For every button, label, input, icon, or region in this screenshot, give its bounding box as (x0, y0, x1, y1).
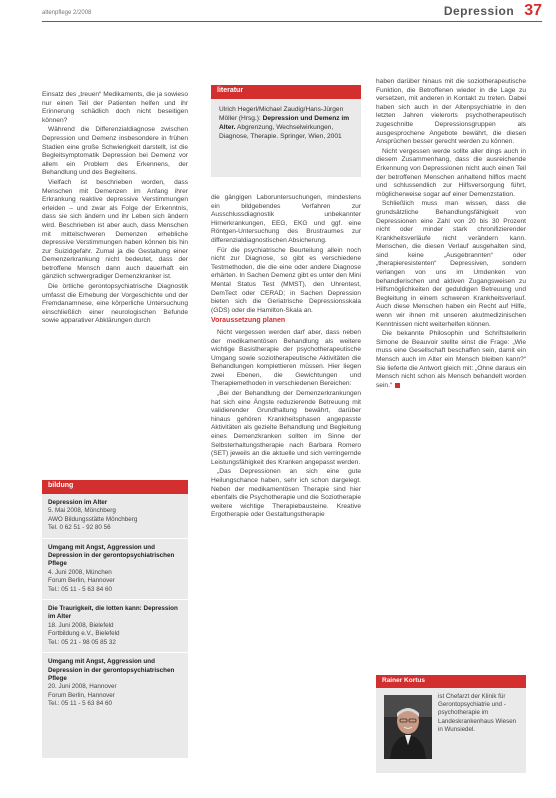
event-date: 5. Mai 2008, Mönchberg (48, 507, 116, 515)
event-date: 4. Juni 2008, München (48, 568, 112, 576)
paragraph: „Das Depressionen an sich eine gute Heilungschance haben, sehr ich schon dargelegt. Neben der medikamentösen Therapie sind hier ebenfalls die Psychotherapie und die Soziotherapie weitere wichtige Therapiebausteine. Kreative Ergotherapie oder Gestaltungstherapie (211, 468, 361, 519)
paragraph: Einsatz des „treuen“ Medikaments, die ja sowieso nur einen Teil der Patienten helfen und ihr Erinnerung schädlich doch nicht beseitigen können? (42, 91, 188, 124)
education-box (42, 480, 188, 758)
event-organizer: Forum Berlin, Hannover (48, 691, 115, 699)
text-column-2 (211, 194, 361, 521)
issue-label: altenpflege 2/2008 (42, 10, 92, 16)
education-heading: bildung (42, 480, 188, 494)
event-phone: Tel.: 05 21 - 98 05 85 32 (48, 638, 116, 646)
closing-paragraph-text: Die bekannte Philosophin und Schriftstellerin Simone de Beauvoir stellte einst die Frage: „Wie muss eine Gesellschaft beschaffen sein, damit ein Mensch auch im Alter ein Mensch bleiben kann?“ Sie lieferte die Antwort gleich mit: „Ohne daraus ein Mensch nicht schon als Mensch behandelt worden sein.“ (376, 330, 526, 389)
paragraph (376, 330, 526, 390)
event-organizer: Forum Berlin, Hannover (48, 577, 115, 585)
text-column-3 (376, 78, 526, 391)
event-title: Depression im Alter (48, 499, 108, 506)
education-entry (42, 494, 188, 539)
event-organizer: AWO Bildungsstätte Mönchberg (48, 515, 138, 523)
section-title: Depression (443, 4, 515, 18)
literature-details: Abgrenzung, Wechselwirkungen, Diagnose, Therapie. Springer, Wien, 2001 (219, 124, 342, 140)
event-title: Umgang mit Angst, Aggression und Depression in der gerontopsychiatrischen Pflege (48, 658, 175, 682)
education-entry (42, 539, 188, 600)
paragraph: Die örtliche gerontopsychiatrische Diagnostik umfasst die Erhebung der Vorgeschichte und der Fremdanamnese, eine körperliche Untersuchung einschließlich einer neurologischen Befunde sowie apparativer Abklärungen durch (42, 283, 188, 325)
literature-heading: literatur (211, 85, 361, 99)
text-column-1 (42, 91, 188, 327)
end-mark-icon (395, 383, 400, 388)
paragraph: Vielfach ist beschrieben worden, dass Menschen mit Demenzen im Anfang ihrer Erkrankung reaktive depressive Verstimmungen erleiden – und zwar als Folge der Erkenntnis, dass sie sich ändern und ihr Leben sich ändern wird. Beschrieben ist aber auch, dass Menschen mit mittelschweren Demenzen erhebliche depressive Verstimmungen haben können bis hin zur Suizidgefahr. Zumal ja die Gestaltung einer Demenzerkrankung nicht bedeutet, dass der betroffene Mensch dann auch dauerhaft ein gänzlich schwergradiger Demenzkranker ist. (42, 178, 188, 281)
paragraph: „Bei der Behandlung der Demenzerkrankungen hat sich eine Ängste reduzierende Betreuung mit validierender Grundhaltung bewährt, darüber hinaus gehören Krankheitsphasen angepasste Aktivitäten als gezielte Behandlung und Begleitung eines Demenzkranken sollten im Sinne der Selbsterhaltungstherapie nach Barbara Romero (SET) jeweils an die aktuelle und sich verringernde Leistungsfähigkeit des Kranken angepasst werden. (211, 390, 361, 466)
education-entry (42, 600, 188, 653)
event-title: Umgang mit Angst, Aggression und Depression in der gerontopsychiatrischen Pflege (48, 543, 175, 568)
paragraph: haben darüber hinaus mit die soziotherapeutische Funktion, die Betroffenen wieder in die Lage zu versetzen, mit anderen in Kontakt zu treten. Dabei haben sich auch in der Altenpsychiatrie in den letzten Jahren vielerorts psychotherapeutisch zugeschnitte Depressionsgruppen als ausgesprochene Angebote bewährt, die diesen Ansprüchen besser gerecht werden zu können. (376, 78, 526, 146)
literature-entry (211, 99, 361, 147)
education-entry (42, 653, 188, 713)
event-date: 18. Juni 2008, Bielefeld (48, 621, 114, 629)
event-date: 20. Juni 2008, Hannover (48, 683, 117, 691)
page-number: 37 (524, 2, 542, 19)
event-phone: Tel.: 05 11 - 5 63 84 60 (48, 585, 112, 593)
event-phone: Tel.: 05 11 - 5 63 84 60 (48, 700, 112, 708)
author-photo (384, 695, 432, 759)
event-title: Die Traurigkeit, die lotten kann: Depression im Alter (48, 605, 178, 621)
header-rule (42, 21, 542, 22)
literature-authors: Ulrich Hegerl/Michael Zaudig/Hans-Jürgen Möller (Hrsg.): (219, 106, 344, 122)
author-portrait-icon (384, 695, 432, 759)
paragraph: Nicht vergessen werden darf aber, dass neben der medikamentösen Behandlung als weitere wichtige Basistherapie der psychotherapeutische Umgang sowie soziotherapeutische Aktivitäten die Behandlungen komplettieren müssen. Hier liegen zwei Ebenen, die Gewichtungen und Therapiemethoden in verschiedenen Bereichen: (211, 328, 361, 388)
paragraph: Schließlich muss man wissen, dass die grundsätzliche Behandlungsfähigkeit von Depressionen eine Zahl von 20 bis 30 Prozent nicht oder minder stark chronifizierender Krankheitsverläufe nicht verändern kann. Menschen, die diesen Verlauf ausgehalten sind, sind keine „Ausgebrannten“ oder „therapieresistenten“ Depressiven, sondern verlangen von uns im Umdenken von behandlerischen und aktiven Zugangsweisen zu Hilfsmöglichkeiten der geduldigen Betreuung und Begleitung in einem schweren Krankheitsverlauf. Auch diese Menschen haben ein Recht auf Hilfe, wenn wir ihnen mit unseren akutmedizinischen Kenntnissen nicht weiterhelfen können. (376, 200, 526, 328)
paragraph: Nicht vergessen werde sollte aller dings auch in diesem Zusammenhang, dass die ausreichende Erkennung von Depressionen nicht auch einen Teil der betroffenen Menschen anhaltend hilflos macht und schlussendlich zur Hilfsversorgung führt, möglicherweise sogar auf einer Demenzstation. (376, 147, 526, 198)
paragraph: Während die Differenzialdiagnose zwischen Depression und Demenz insbesondere in frühen Stadien eine große Schwierigkeit darstellt, ist die Begleitsymptomatik Depression bei Demenz vor allem ein Problem des Erkennens, der Behandlung und des Begleitens. (42, 126, 188, 177)
author-name: Rainer Kortus (376, 675, 526, 688)
author-bio: ist Chefarzt der Klinik für Gerontopsychiatrie und -psychotherapie im Landeskrankenhaus Wiesen in Wunsiedel. (438, 693, 517, 733)
event-organizer: Fortbildung e.V., Bielefeld (48, 630, 120, 638)
paragraph: Für die psychiatrische Beurteilung allein noch nicht zur Diagnose, so gibt es verschiedene Testmethoden, die die eine oder andere Diagnose erhärten. In Sachen Demenz gibt es unter den Mini Mental Status Test (MMST), den Uhrentest, DemTect oder CERAD; in Sachen Depression bieten sich die Geriatrische Depressionsskala (GDS) oder die Hamilton-Skala an. (211, 246, 361, 314)
event-phone: Tel. 0 62 51 - 92 80 56 (48, 524, 111, 532)
author-box (376, 675, 526, 773)
paragraph: die gängigen Laboruntersuchungen, mindestens ein bildgebendes Verfahren zur Ausschlussdiagnostik unbekannter Hirnerkrankungen, EEG, EKG und ggf. eine Röntgen-Untersuchung des Brustraumes zur differenzialdiagnostischen Absicherung. (211, 194, 361, 244)
page-header (444, 2, 542, 20)
literature-box (211, 85, 361, 177)
literature-title: Depression und Demenz im Alter. (219, 115, 350, 131)
subheading: Voraussetzung planen (211, 317, 286, 325)
